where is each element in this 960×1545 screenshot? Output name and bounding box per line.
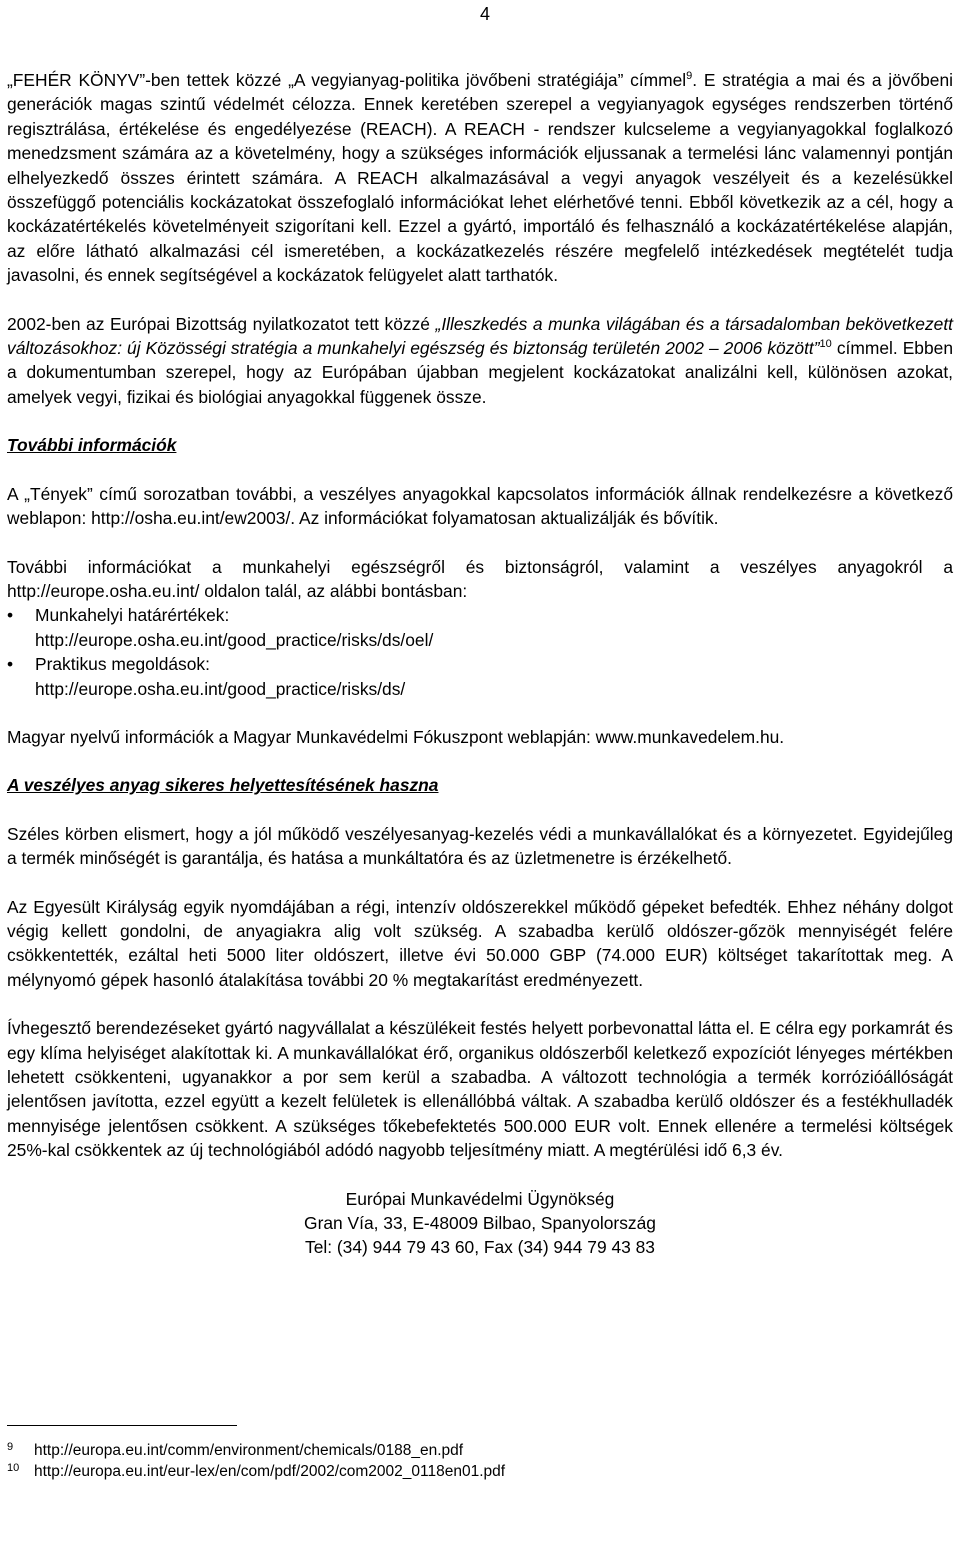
page-number: 4: [479, 4, 490, 24]
footnote-number: 10: [7, 1462, 20, 1474]
document-body: [7, 68, 953, 1260]
bullet-icon: •: [7, 654, 14, 675]
paragraph-hungarian-info: Magyar nyelvű információk a Magyar Munkavédelmi Fókuszpont weblapján: www.munkavedelem.hu.: [7, 726, 785, 747]
paragraph-arc-welding: Ívhegesztő berendezéseket gyártó nagyvállalat a készülékeit festés helyett porbevonattal látta el. E célra egy porkamrát és egy klíma helyiséget alakítottak ki. A munkavállalókat érő, organikus oldószerből keletkező expozíciót lényeges mértékben lehetett csökkenteni, ugyanakkor a por sem kerül a szabadba. A változott technológia a termék korrózióállóságát jelentősen javította, ezzel együtt a kezelt felületek is ellenállóbbá váltak. A szabadba kerülő oldószer és a festékhulladék mennyisége jelentősen csökkent. A szükséges tőkebefektetés 500.000 EUR volt. Ennek ellenére a termelési költségek 25%-kal csökkentek az új technológiából adódó nagyobb teljesítmény miatt. A megtérülési idő 6,3 év.: [7, 1018, 953, 1161]
heading-substitution-benefits: A veszélyes anyag sikeres helyettesítésének haszna: [7, 775, 439, 796]
agency-address: [7, 1187, 953, 1260]
footnote-ref-10[interactable]: 10: [819, 338, 832, 351]
footnote-link[interactable]: http://europa.eu.int/eur-lex/en/com/pdf/2002/com2002_0118en01.pdf: [34, 1463, 506, 1480]
list-item-limit-values: [7, 603, 953, 652]
list-item-label: Praktikus megoldások:: [35, 654, 210, 675]
list-item-practical-solutions: [7, 652, 953, 701]
agency-name: Európai Munkavédelmi Ügynökség: [345, 1188, 615, 1209]
paragraph-uk-printing: Az Egyesült Királyság egyik nyomdájában a régi, intenzív oldószerekkel működő gépeket befedték. Ehhez néhány dolgot végig kellett gondolni, de anyagiakra alig volt szükség. A szabadba kerülő oldószer-gőzök mennyiségét felére csökkentették, ezáltal heti 5000 liter oldószert, illetve évi 50.000 GBP (74.000 EUR) költséget takarítottak meg. A mélynyomó gépek hasonló átalakítása további 20 % megtakarítást eredményezett.: [7, 896, 953, 990]
agency-phone: Tel: (34) 944 79 43 60, Fax (34) 944 79 43 83: [305, 1237, 655, 1258]
paragraph-white-paper: „FEHÉR KÖNYV”-ben tettek közzé „A vegyianyag-politika jövőbeni stratégiája” címmel$^9$. E stratégia a mai és a jövőbeni generációk magas szintű védelmét célozza. Ennek keretében szerepel a vegyianyagok egységes rendszerben történő regisztrálása, értékelése és engedélyezése (REACH). A REACH - rendszer kulcseleme a vegyianyagokkal foglalkozó menedzsment számára az a követelmény, hogy a szükséges információk eljussanak a termelési lánc valamennyi pontján elhelyezkedő összes érintett számára. A REACH alkalmazásával a vegyi anyagok veszélyeit és a kezelésükkel összefüggő potenciális kockázatokat összefoglaló információkat lehet elérhetővé tenni. Ebből következik az a cél, hogy a kockázatértékelés követelményeit szigorítani kell. Ezzel a gyártó, importáló és felhasználó a kockázatértékelése alapján, az előre látható alkalmazási cél ismeretében, a kockázatkezelés részére megfelelő intézkedések megtételét tudja javasolni, és ennek segítségével a kockázatok felügyelet alatt tarthatók.: [7, 70, 953, 286]
footnote-link[interactable]: http://europa.eu.int/comm/environment/chemicals/0188_en.pdf: [34, 1442, 464, 1459]
resource-list: [7, 603, 953, 701]
paragraph-commission-statement: 2002-ben az Európai Bizottság nyilatkozatot tett közzé „Illeszkedés a munka világában és a társadalomban bekövetkezett változásokhoz: új Közösségi stratégia a munkahelyi egészség és biztonság területén 2002 – 2006 között”$^{10}$ címmel. Ebben a dokumentumban szerepel, hogy az Európában újabban megjelent kockázatokat analizálni kell, különösen azokat, amelyek vegyi, fizikai és biológiai anyagokkal függenek össze.: [7, 313, 953, 407]
bullet-icon: •: [7, 605, 14, 626]
footnote-ref-9[interactable]: 9: [686, 70, 693, 83]
footnote-9: [7, 1440, 505, 1461]
agency-street: Gran Vía, 33, E-48009 Bilbao, Spanyolország: [304, 1213, 656, 1234]
list-item-link[interactable]: http://europe.osha.eu.int/good_practice/risks/ds/: [35, 678, 406, 699]
paragraph-facts-series: A „Tények” című sorozatban további, a veszélyes anyagokkal kapcsolatos információk állnak rendelkezésre a következő weblapon: http://osha.eu.int/ew2003/. Az információkat folyamatosan aktualizálják és bővítik.: [7, 483, 953, 529]
footnote-10: [7, 1461, 505, 1482]
list-item-link[interactable]: http://europe.osha.eu.int/good_practice/risks/ds/oel/: [35, 629, 434, 650]
paragraph-widely-recognised: Széles körben elismert, hogy a jól működő veszélyesanyag-kezelés védi a munkavállalókat és a környezetet. Egyidejűleg a termék minőségét is garantálja, és hatása a munkáltatóra és az üzletmenetre is érzékelhető.: [7, 823, 953, 869]
heading-further-info: További információk: [7, 435, 177, 456]
footnote-divider: [7, 1425, 237, 1426]
footnote-number: 9: [7, 1441, 14, 1453]
footnotes: [7, 1440, 505, 1482]
list-item-label: Munkahelyi határértékek:: [35, 605, 230, 626]
paragraph-osha-info: További információkat a munkahelyi egészségről és biztonságról, valamint a veszélyes anyagokról a http://europe.osha.eu.int/ oldalon talál, az alábbi bontásban:: [7, 556, 953, 601]
strategy-title: „Illeszkedés a munka világában és a társadalomban bekövetkezett változásokhoz: új Közösségi stratégia a munkahelyi egészség és biztonság területén 2002 – 2006 között”: [7, 313, 953, 359]
